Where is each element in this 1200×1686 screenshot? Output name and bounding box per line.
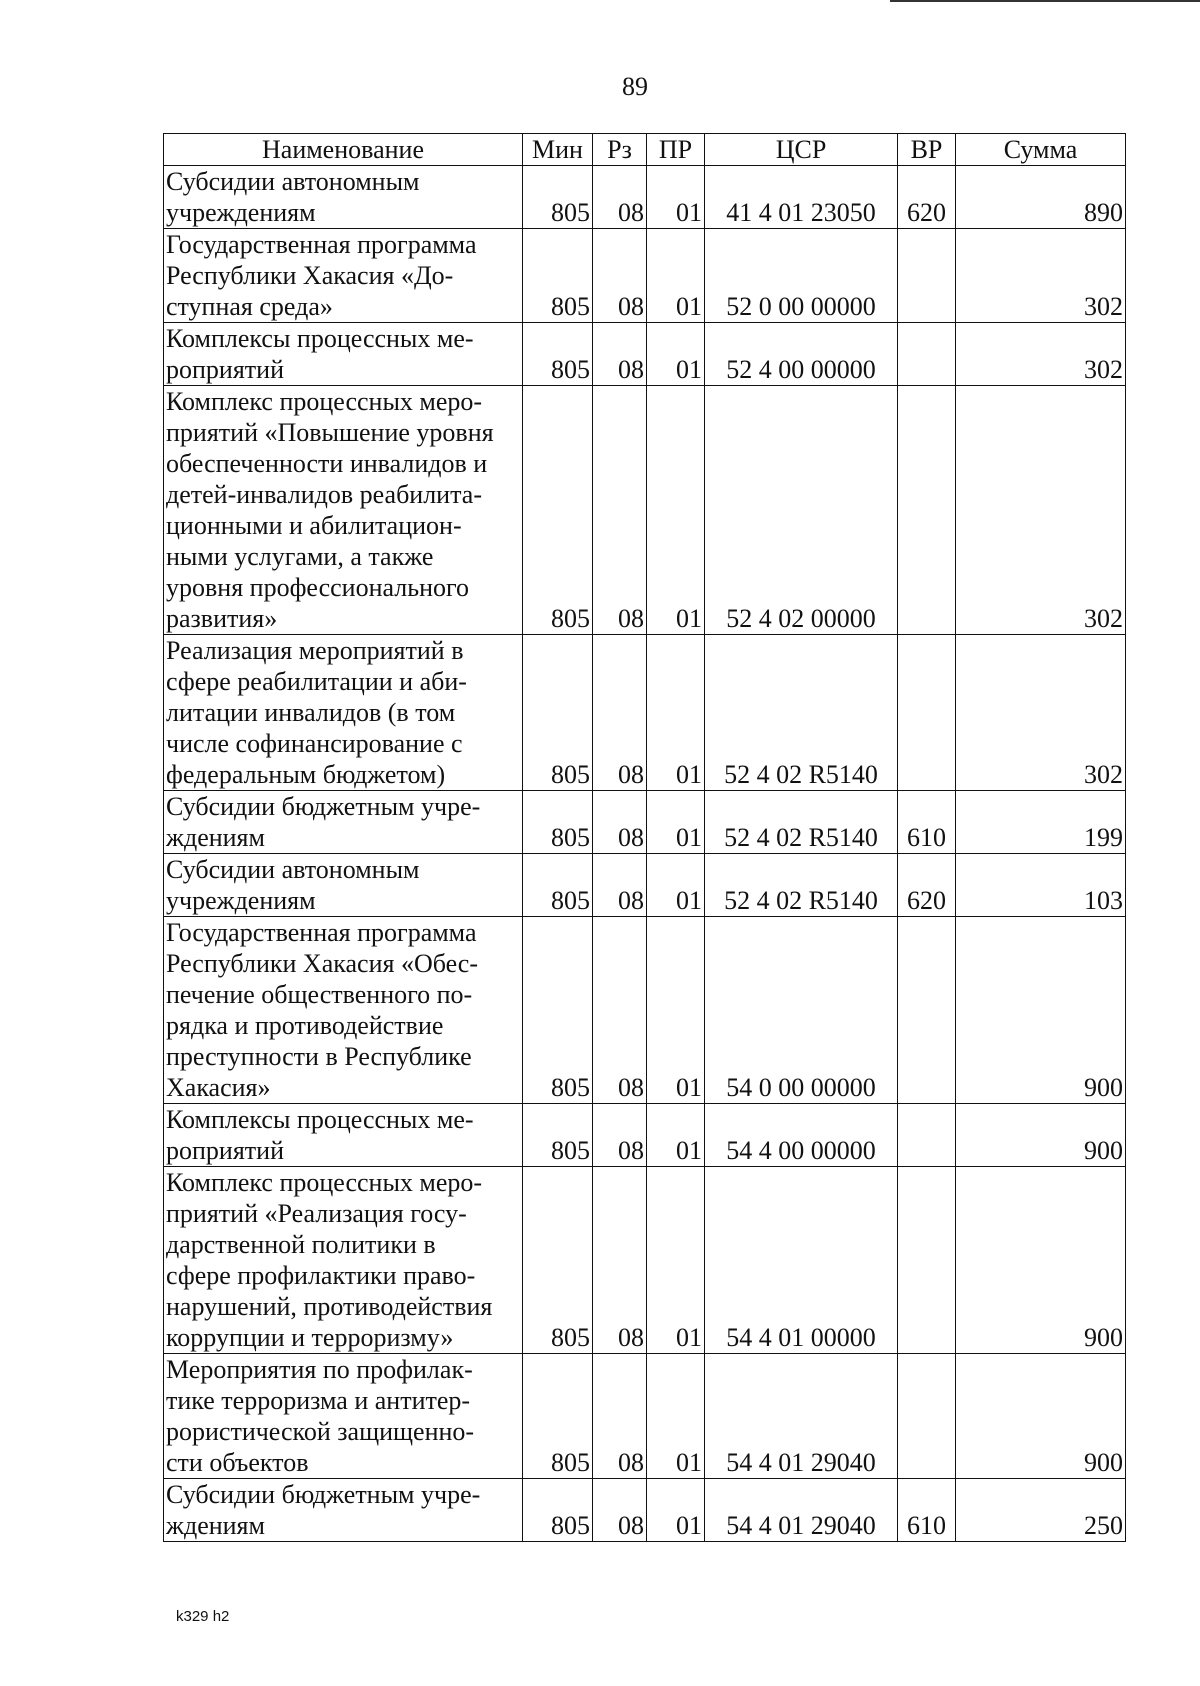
cell-sum: 302 — [956, 635, 1126, 791]
cell-csr: 52 0 00 00000 — [705, 229, 898, 323]
cell-pr: 01 — [647, 323, 705, 386]
cell-name: Мероприятия по профилак- тике терроризма и антитер- рористической защищенно- сти объектов — [164, 1354, 523, 1479]
cell-sum: 199 — [956, 791, 1126, 854]
table-row — [164, 229, 1126, 323]
cell-sum: 302 — [956, 323, 1126, 386]
table-row — [164, 386, 1126, 635]
cell-name: Государственная программа Республики Хакасия «До- ступная среда» — [164, 229, 523, 323]
cell-name: Комплекс процессных меро- приятий «Повышение уровня обеспеченности инвалидов и детей-инвалидов реабилита- ционными и абилитацион- ными услугами, а также уровня профессионального развития» — [164, 386, 523, 635]
cell-csr: 54 4 00 00000 — [705, 1104, 898, 1167]
cell-vr — [898, 386, 956, 635]
table-row — [164, 1167, 1126, 1354]
table-row — [164, 791, 1126, 854]
table-row — [164, 854, 1126, 917]
cell-rz: 08 — [593, 1479, 647, 1542]
cell-csr: 52 4 02 R5140 — [705, 791, 898, 854]
cell-vr: 620 — [898, 854, 956, 917]
cell-vr — [898, 1167, 956, 1354]
table-body — [164, 166, 1126, 1542]
cell-vr — [898, 635, 956, 791]
cell-sum: 890 — [956, 166, 1126, 229]
cell-name: Субсидии бюджетным учре- ждениям — [164, 1479, 523, 1542]
cell-rz: 08 — [593, 386, 647, 635]
cell-rz: 08 — [593, 791, 647, 854]
cell-min: 805 — [523, 1479, 593, 1542]
cell-rz: 08 — [593, 917, 647, 1104]
cell-min: 805 — [523, 323, 593, 386]
cell-sum: 250 — [956, 1479, 1126, 1542]
table-row — [164, 917, 1126, 1104]
cell-pr: 01 — [647, 635, 705, 791]
cell-csr: 41 4 01 23050 — [705, 166, 898, 229]
cell-vr — [898, 229, 956, 323]
cell-pr: 01 — [647, 1354, 705, 1479]
cell-pr: 01 — [647, 1104, 705, 1167]
cell-vr: 610 — [898, 791, 956, 854]
cell-csr: 52 4 00 00000 — [705, 323, 898, 386]
cell-pr: 01 — [647, 166, 705, 229]
cell-pr: 01 — [647, 386, 705, 635]
column-header-min: Мин — [523, 134, 593, 166]
cell-rz: 08 — [593, 229, 647, 323]
cell-pr: 01 — [647, 791, 705, 854]
cell-rz: 08 — [593, 854, 647, 917]
cell-csr: 54 4 01 00000 — [705, 1167, 898, 1354]
cell-name: Комплексы процессных ме- роприятий — [164, 1104, 523, 1167]
budget-table — [163, 133, 1126, 1542]
cell-csr: 54 4 01 29040 — [705, 1479, 898, 1542]
cell-name: Реализация мероприятий в сфере реабилитации и аби- литации инвалидов (в том числе софинансирование с федеральным бюджетом) — [164, 635, 523, 791]
cell-vr — [898, 1104, 956, 1167]
cell-min: 805 — [523, 854, 593, 917]
scan-edge-line — [890, 0, 1200, 2]
table-row — [164, 1354, 1126, 1479]
table-row — [164, 1104, 1126, 1167]
cell-min: 805 — [523, 229, 593, 323]
table-row — [164, 635, 1126, 791]
cell-min: 805 — [523, 1167, 593, 1354]
cell-pr: 01 — [647, 1167, 705, 1354]
cell-sum: 900 — [956, 917, 1126, 1104]
cell-pr: 01 — [647, 1479, 705, 1542]
cell-rz: 08 — [593, 1167, 647, 1354]
cell-csr: 52 4 02 R5140 — [705, 635, 898, 791]
cell-sum: 103 — [956, 854, 1126, 917]
cell-sum: 302 — [956, 386, 1126, 635]
table-row — [164, 323, 1126, 386]
cell-min: 805 — [523, 386, 593, 635]
cell-csr: 52 4 02 00000 — [705, 386, 898, 635]
cell-name: Комплексы процессных ме- роприятий — [164, 323, 523, 386]
cell-min: 805 — [523, 1354, 593, 1479]
cell-name: Субсидии бюджетным учре- ждениям — [164, 791, 523, 854]
cell-min: 805 — [523, 635, 593, 791]
cell-sum: 302 — [956, 229, 1126, 323]
cell-rz: 08 — [593, 166, 647, 229]
cell-csr: 52 4 02 R5140 — [705, 854, 898, 917]
column-header-csr: ЦСР — [705, 134, 898, 166]
page-number: 89 — [622, 72, 648, 101]
cell-csr: 54 4 01 29040 — [705, 1354, 898, 1479]
cell-vr — [898, 1354, 956, 1479]
table-row — [164, 1479, 1126, 1542]
column-header-rz: Рз — [593, 134, 647, 166]
footer-document-code: k329 h2 — [176, 1608, 230, 1625]
cell-csr: 54 0 00 00000 — [705, 917, 898, 1104]
cell-name: Государственная программа Республики Хакасия «Обес- печение общественного по- рядка и противодействие преступности в Республике Хакасия» — [164, 917, 523, 1104]
cell-sum: 900 — [956, 1167, 1126, 1354]
cell-name: Комплекс процессных меро- приятий «Реализация госу- дарственной политики в сфере профилактики право- нарушений, противодействия коррупции и терроризму» — [164, 1167, 523, 1354]
cell-sum: 900 — [956, 1354, 1126, 1479]
cell-pr: 01 — [647, 854, 705, 917]
cell-vr — [898, 917, 956, 1104]
cell-pr: 01 — [647, 917, 705, 1104]
cell-min: 805 — [523, 791, 593, 854]
column-header-pr: ПР — [647, 134, 705, 166]
column-header-vr: ВР — [898, 134, 956, 166]
cell-rz: 08 — [593, 1104, 647, 1167]
cell-name: Субсидии автономным учреждениям — [164, 854, 523, 917]
cell-rz: 08 — [593, 635, 647, 791]
column-header-sum: Сумма — [956, 134, 1126, 166]
cell-pr: 01 — [647, 229, 705, 323]
cell-sum: 900 — [956, 1104, 1126, 1167]
cell-min: 805 — [523, 1104, 593, 1167]
table-header-row — [164, 134, 1126, 166]
column-header-name: Наименование — [164, 134, 523, 166]
cell-min: 805 — [523, 166, 593, 229]
cell-vr: 610 — [898, 1479, 956, 1542]
cell-vr: 620 — [898, 166, 956, 229]
cell-rz: 08 — [593, 323, 647, 386]
table-row — [164, 166, 1126, 229]
cell-name: Субсидии автономным учреждениям — [164, 166, 523, 229]
cell-vr — [898, 323, 956, 386]
cell-rz: 08 — [593, 1354, 647, 1479]
cell-min: 805 — [523, 917, 593, 1104]
